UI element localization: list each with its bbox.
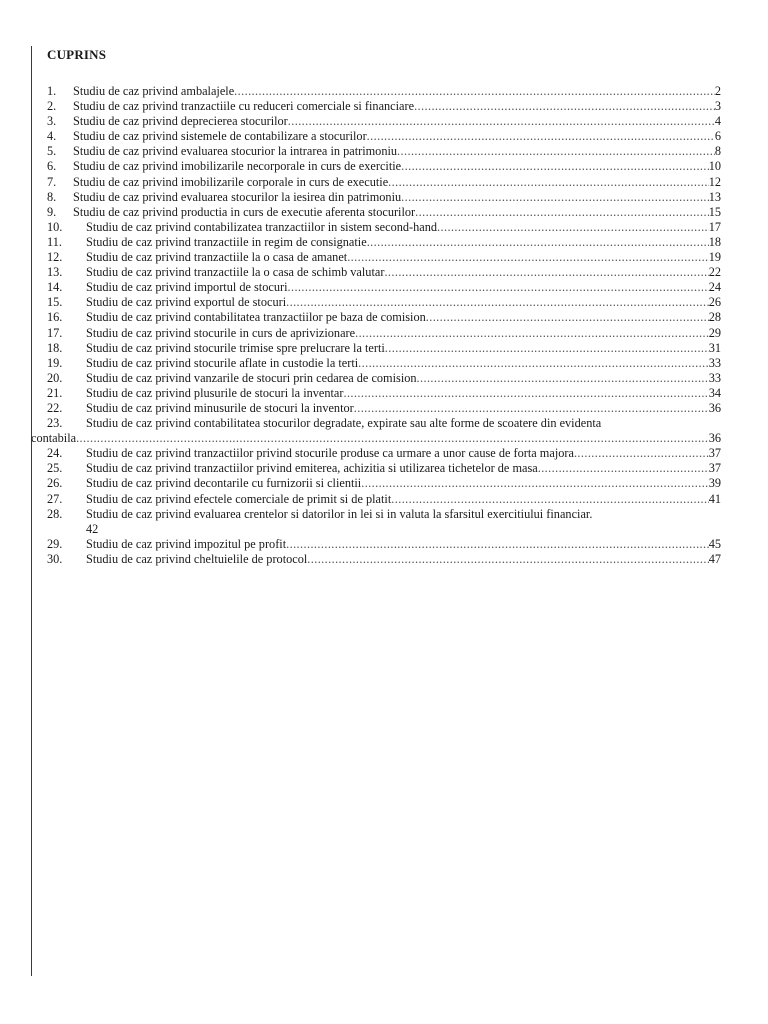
toc-entry-page-number: 42 — [86, 521, 99, 536]
toc-entry-number: 27. — [47, 491, 63, 506]
table-of-contents — [31, 84, 721, 567]
toc-entry-page-number: 29 — [708, 325, 721, 340]
toc-entry-title: Studiu de caz privind tranzactiile in regim de consignatie — [86, 234, 367, 249]
dot-leader — [415, 205, 709, 220]
toc-entry[interactable] — [47, 386, 721, 401]
toc-entry-number: 11. — [47, 234, 62, 249]
toc-entry-number: 6. — [47, 159, 57, 174]
toc-entry-title: Studiu de caz privind evaluarea stocurilor la iesirea din patrimoniu — [73, 189, 402, 204]
toc-entry-number: 5. — [47, 144, 57, 159]
toc-entry[interactable] — [47, 356, 721, 371]
toc-entry-number: 26. — [47, 476, 63, 491]
dot-leader — [76, 431, 709, 446]
toc-entry-number: 12. — [47, 250, 63, 265]
toc-entry-page-number: 12 — [708, 174, 721, 189]
toc-entry-title: Studiu de caz privind tranzactiile cu reduceri comerciale si financiare — [73, 99, 415, 114]
toc-entry-title: Studiu de caz privind contabilizatea tranzactiilor in sistem second-hand — [86, 219, 438, 234]
dot-leader — [437, 220, 709, 235]
dot-leader — [307, 552, 708, 567]
toc-entry-page-number: 33 — [708, 355, 721, 370]
toc-entry-title: Studiu de caz privind impozitul pe profit — [86, 536, 287, 551]
toc-entry-page-number: 19 — [708, 250, 721, 265]
toc-entry-title: Studiu de caz privind stocurile in curs de aprivizionare — [86, 325, 356, 340]
dot-leader — [538, 461, 709, 476]
toc-entry[interactable] — [47, 84, 721, 99]
toc-entry-title: Studiu de caz privind decontarile cu furnizorii si clientii — [86, 476, 362, 491]
toc-entry-page-number: 6 — [714, 129, 721, 144]
toc-entry[interactable] — [47, 461, 721, 476]
toc-entry-title: Studiu de caz privind tranzactiilor privind stocurile produse ca urmare a unor cause de forta majora — [86, 446, 574, 461]
dot-leader — [388, 175, 709, 190]
toc-entry-page-number: 36 — [708, 431, 721, 446]
dot-leader — [288, 114, 715, 129]
toc-entry-title: Studiu de caz privind minusurile de stocuri la inventor — [86, 400, 354, 415]
toc-entry-page-number: 24 — [708, 280, 721, 295]
toc-entry[interactable] — [47, 492, 721, 507]
toc-entry[interactable] — [47, 310, 721, 325]
toc-entry-page-number: 41 — [708, 491, 721, 506]
toc-entry-number: 22. — [47, 400, 63, 415]
toc-entry[interactable] — [47, 371, 721, 386]
dot-leader — [288, 280, 709, 295]
toc-entry-number: 19. — [47, 355, 63, 370]
dot-leader — [286, 295, 709, 310]
toc-entry-title: Studiu de caz privind cheltuielile de protocol — [86, 551, 308, 566]
toc-entry-number: 30. — [47, 551, 63, 566]
dot-leader — [426, 310, 709, 325]
toc-entry-number: 1. — [47, 84, 57, 98]
toc-entry[interactable] — [47, 446, 721, 461]
toc-entry-title: Studiu de caz privind contabilitatea tranzactiilor pe baza de comision — [86, 310, 426, 325]
toc-entry-title: Studiu de caz privind vanzarile de stocuri prin cedarea de comision — [86, 370, 417, 385]
toc-entry-title: Studiu de caz privind tranzactiilor privind emiterea, achizitia si utilizarea tichetelor de masa — [86, 461, 538, 476]
toc-entry-page-number: 8 — [714, 144, 721, 159]
toc-entry[interactable] — [47, 265, 721, 280]
toc-entry-page-number: 28 — [708, 310, 721, 325]
dot-leader — [358, 356, 709, 371]
toc-entry-page-number: 37 — [708, 446, 721, 461]
toc-entry-title: Studiu de caz privind sistemele de contabilizare a stocurilor — [73, 129, 367, 144]
toc-entry-number: 13. — [47, 265, 63, 280]
toc-entry-number: 9. — [47, 204, 57, 219]
dot-leader — [401, 190, 709, 205]
toc-entry-number: 21. — [47, 385, 63, 400]
toc-entry-page-number: 10 — [708, 159, 721, 174]
toc-entry-number: 4. — [47, 129, 57, 144]
toc-entry-title: Studiu de caz privind evaluarea stocurior la intrarea in patrimoniu — [73, 144, 398, 159]
dot-leader — [234, 84, 715, 99]
toc-entry-title: Studiu de caz privind importul de stocuri — [86, 280, 288, 295]
toc-entry-page-number: 36 — [708, 400, 721, 415]
toc-entry[interactable] — [47, 476, 721, 491]
toc-entry-page-number: 47 — [708, 551, 721, 566]
dot-leader — [385, 341, 709, 356]
toc-entry-title: Studiu de caz privind deprecierea stocurilor — [73, 114, 288, 129]
toc-entry-title: contabila — [31, 431, 77, 446]
dot-leader — [417, 371, 709, 386]
toc-entry[interactable] — [47, 99, 721, 114]
dot-leader — [367, 129, 715, 144]
toc-entry-page-number: 22 — [708, 265, 721, 280]
toc-entry[interactable] — [47, 341, 721, 356]
toc-entry-number: 24. — [47, 446, 63, 461]
toc-entry-number: 14. — [47, 280, 63, 295]
toc-heading: CUPRINS — [47, 47, 107, 62]
toc-entry-title: Studiu de caz privind ambalajele — [73, 84, 235, 98]
toc-entry[interactable] — [47, 144, 721, 159]
toc-entry-number: 17. — [47, 325, 63, 340]
toc-entry-number: 7. — [47, 174, 57, 189]
dot-leader — [361, 476, 708, 491]
toc-entry-page-number: 15 — [708, 204, 721, 219]
toc-entry-page-number: 4 — [714, 114, 721, 129]
toc-entry[interactable] — [47, 114, 721, 129]
toc-entry[interactable] — [47, 295, 721, 310]
toc-entry[interactable] — [47, 280, 721, 295]
toc-entry-number: 15. — [47, 295, 63, 310]
toc-entry-page-number: 45 — [708, 536, 721, 551]
toc-entry-page-number: 33 — [708, 370, 721, 385]
dot-leader — [397, 144, 715, 159]
toc-entry-number: 3. — [47, 114, 57, 129]
toc-entry-number: 25. — [47, 461, 63, 476]
toc-entry-page-number: 39 — [708, 476, 721, 491]
dot-leader — [414, 99, 715, 114]
toc-entry[interactable] — [47, 537, 721, 552]
toc-entry-title: Studiu de caz privind imobilizarile necorporale in curs de exercitie — [73, 159, 402, 174]
toc-entry-number: 20. — [47, 370, 63, 385]
toc-entry[interactable] — [47, 235, 721, 250]
toc-entry-title: Studiu de caz privind evaluarea crentelor si datorilor in lei si in valuta la sfarsitul exercitiului financiar. — [86, 506, 593, 521]
toc-entry-number: 10. — [47, 219, 63, 234]
toc-entry[interactable] — [47, 205, 721, 220]
dot-leader — [384, 265, 708, 280]
toc-entry-page-number: 3 — [714, 99, 721, 114]
toc-entry-title: Studiu de caz privind tranzactiile la o casa de amanet — [86, 250, 348, 265]
toc-entry-page-number: 17 — [708, 219, 721, 234]
toc-entry-title: Studiu de caz privind imobilizarile corporale in curs de executie — [73, 174, 389, 189]
toc-entry-page-number: 18 — [708, 234, 721, 249]
toc-entry[interactable] — [47, 159, 721, 174]
dot-leader — [354, 401, 709, 416]
toc-entry-title: Studiu de caz privind tranzactiile la o casa de schimb valutar — [86, 265, 385, 280]
toc-entry-page-number: 26 — [708, 295, 721, 310]
toc-entry-title: Studiu de caz privind efectele comerciale de primit si de platit — [86, 491, 392, 506]
toc-entry-title: Studiu de caz privind stocurile aflate in custodie la terti — [86, 355, 359, 370]
toc-entry-number: 23. — [47, 416, 63, 431]
toc-entry[interactable] — [47, 220, 721, 235]
toc-entry-title: Studiu de caz privind contabilitatea stocurilor degradate, expirate sau alte forme de scoatere din evidenta — [86, 416, 602, 431]
toc-entry[interactable] — [47, 507, 721, 537]
toc-entry-title: Studiu de caz privind plusurile de stocuri la inventar — [86, 385, 344, 400]
toc-entry[interactable] — [47, 129, 721, 144]
toc-entry[interactable] — [47, 326, 721, 341]
toc-entry-number: 16. — [47, 310, 63, 325]
toc-entry-number: 8. — [47, 189, 57, 204]
toc-entry-page-number: 31 — [708, 340, 721, 355]
dot-leader — [343, 386, 708, 401]
toc-entry[interactable] — [47, 175, 721, 190]
toc-entry-number: 29. — [47, 536, 63, 551]
toc-entry[interactable] — [47, 552, 721, 567]
toc-entry-page-number: 34 — [708, 385, 721, 400]
toc-entry-page-number: 13 — [708, 189, 721, 204]
toc-entry-title: Studiu de caz privind exportul de stocuri — [86, 295, 287, 310]
toc-entry-title: Studiu de caz privind stocurile trimise spre prelucrare la terti — [86, 340, 385, 355]
dot-leader — [401, 159, 709, 174]
dot-leader — [286, 537, 709, 552]
dot-leader — [355, 326, 709, 341]
toc-entry-page-number: 2 — [714, 84, 721, 98]
toc-entry[interactable] — [47, 401, 721, 416]
dot-leader — [367, 235, 709, 250]
dot-leader — [391, 492, 708, 507]
toc-entry-number: 18. — [47, 340, 63, 355]
toc-entry-page-number: 37 — [708, 461, 721, 476]
toc-entry-title: Studiu de caz privind productia in curs de executie aferenta stocurilor — [73, 204, 416, 219]
toc-entry-number: 28. — [47, 506, 63, 521]
page-margin-line — [31, 46, 32, 976]
toc-entry[interactable] — [31, 416, 721, 446]
dot-leader — [347, 250, 709, 265]
dot-leader — [574, 446, 709, 461]
toc-entry[interactable] — [47, 190, 721, 205]
toc-entry[interactable] — [47, 250, 721, 265]
toc-entry-number: 2. — [47, 99, 57, 114]
